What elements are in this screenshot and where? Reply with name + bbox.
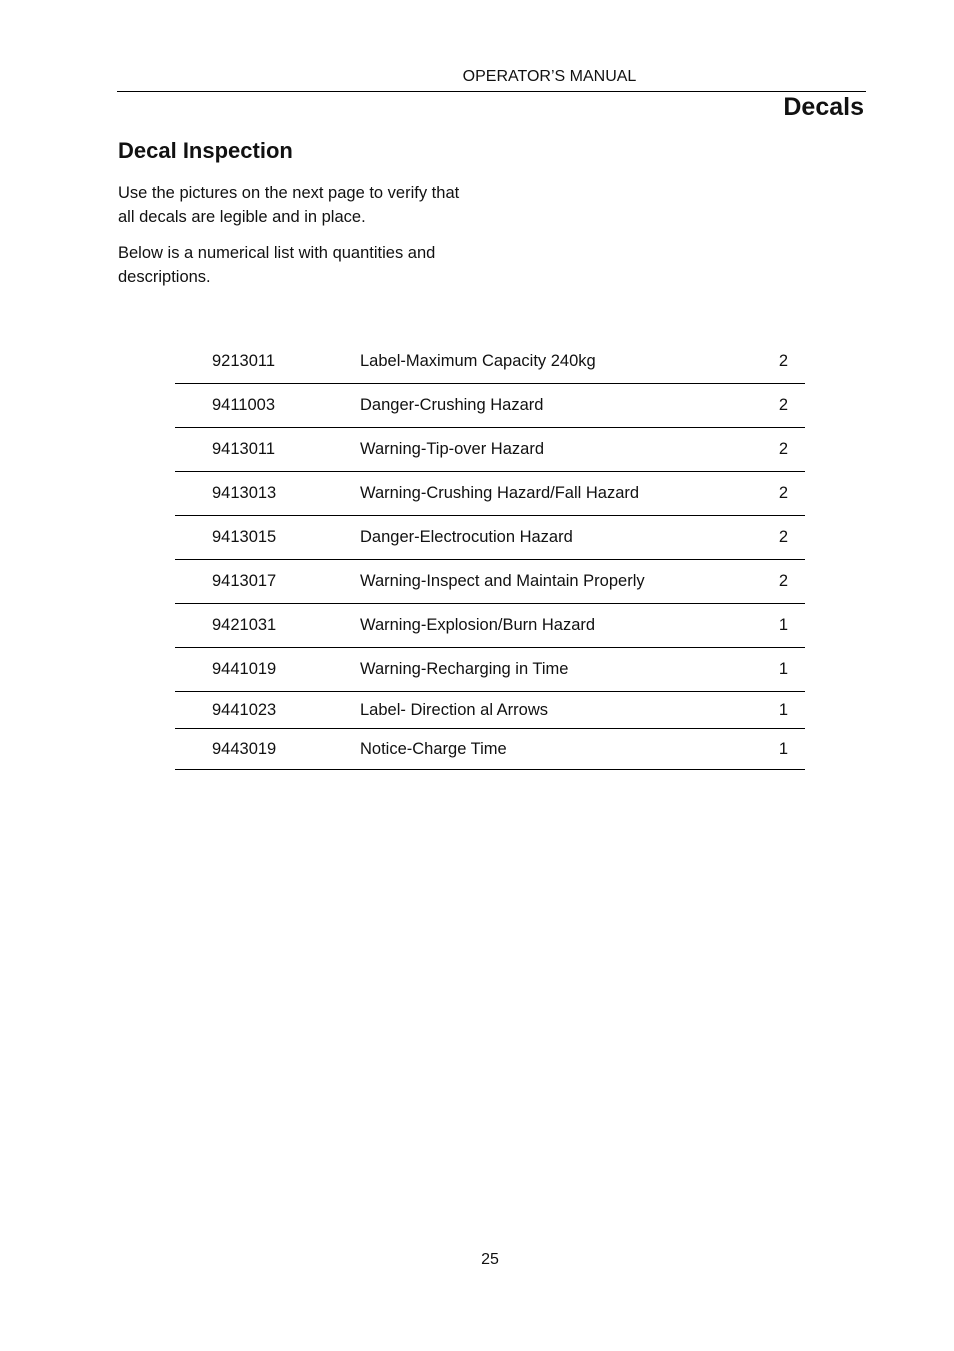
decal-quantity: 1 (740, 648, 805, 692)
table-row (175, 339, 805, 384)
decal-description: Warning-Explosion/Burn Hazard (360, 604, 740, 648)
running-header (117, 68, 866, 86)
decal-number: 9213011 (175, 339, 360, 384)
table-row (175, 560, 805, 604)
decal-quantity: 1 (740, 729, 805, 770)
decal-description: Label-Maximum Capacity 240kg (360, 339, 740, 384)
running-title: OPERATOR’S MANUAL (462, 68, 637, 85)
decal-number: 9411003 (175, 384, 360, 428)
decal-quantity: 1 (740, 692, 805, 729)
table-row (175, 648, 805, 692)
decal-quantity: 2 (740, 472, 805, 516)
table-row (175, 384, 805, 428)
decal-description: Warning-Tip-over Hazard (360, 428, 740, 472)
table-row (175, 472, 805, 516)
table-row (175, 428, 805, 472)
decal-number: 9443019 (175, 729, 360, 770)
decal-description: Warning-Inspect and Maintain Properly (360, 560, 740, 604)
table-row (175, 692, 805, 729)
page-heading: Decal Inspection (118, 138, 293, 163)
decal-list-table (175, 339, 805, 770)
decal-quantity: 2 (740, 384, 805, 428)
decal-description: Warning-Recharging in Time (360, 648, 740, 692)
page-number: 25 (481, 1251, 499, 1268)
decal-description: Danger-Electrocution Hazard (360, 516, 740, 560)
decal-description: Notice-Charge Time (360, 729, 740, 770)
decal-quantity: 2 (740, 560, 805, 604)
decal-quantity: 1 (740, 604, 805, 648)
decal-number: 9413015 (175, 516, 360, 560)
decal-number: 9413011 (175, 428, 360, 472)
table-row (175, 516, 805, 560)
table-row (175, 729, 805, 770)
decal-description: Warning-Crushing Hazard/Fall Hazard (360, 472, 740, 516)
decal-number: 9421031 (175, 604, 360, 648)
section-title: Decals (783, 93, 864, 121)
decal-number: 9441019 (175, 648, 360, 692)
table-row (175, 604, 805, 648)
decal-number: 9413013 (175, 472, 360, 516)
decal-description: Danger-Crushing Hazard (360, 384, 740, 428)
decal-quantity: 2 (740, 339, 805, 384)
decal-number: 9413017 (175, 560, 360, 604)
header-rule (117, 91, 866, 92)
decal-quantity: 2 (740, 516, 805, 560)
decal-number: 9441023 (175, 692, 360, 729)
decal-quantity: 2 (740, 428, 805, 472)
decal-description: Label- Direction al Arrows (360, 692, 740, 729)
list-intro-paragraph: Below is a numerical list with quantities and descriptions. (118, 244, 436, 286)
intro-paragraph: Use the pictures on the next page to verify that all decals are legible and in place. (118, 184, 460, 226)
